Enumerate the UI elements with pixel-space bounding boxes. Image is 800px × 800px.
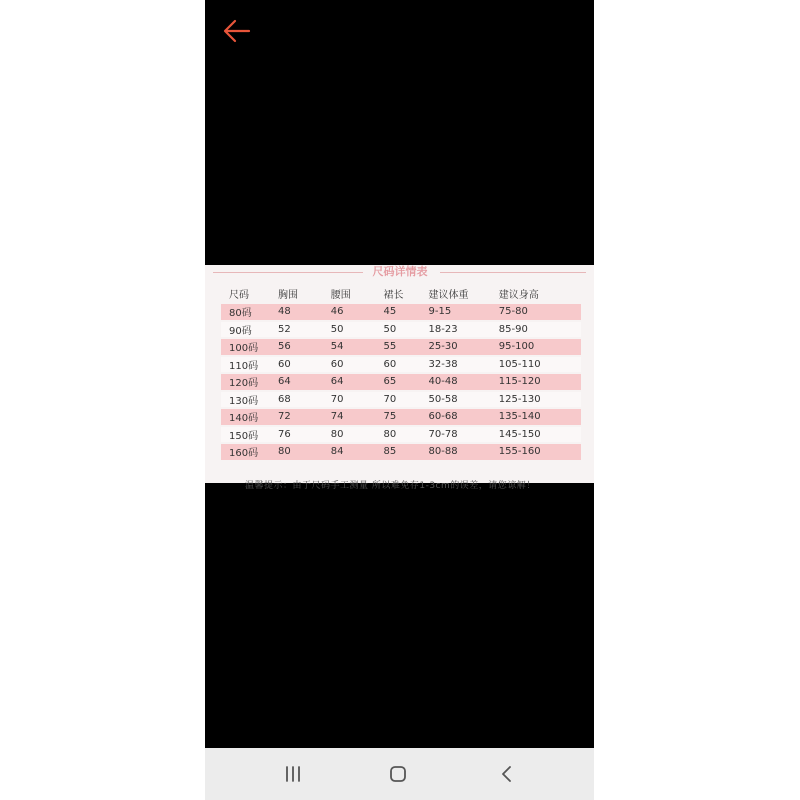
table-cell: 95-100 xyxy=(499,339,581,355)
table-cell: 60 xyxy=(331,357,384,373)
table-cell: 25-30 xyxy=(429,339,499,355)
table-cell: 50 xyxy=(384,322,429,338)
table-cell: 52 xyxy=(278,322,331,338)
table-cell: 80码 xyxy=(221,304,278,320)
column-header: 裙长 xyxy=(383,290,404,301)
table-cell: 75-80 xyxy=(499,304,581,320)
recent-apps-icon xyxy=(278,761,308,787)
size-table xyxy=(221,283,581,462)
table-cell: 64 xyxy=(331,374,384,390)
product-image[interactable] xyxy=(205,265,594,491)
table-row xyxy=(221,339,581,355)
table-row xyxy=(221,322,581,338)
table-row xyxy=(221,374,581,390)
table-cell: 145-150 xyxy=(499,427,581,443)
table-cell: 160码 xyxy=(221,444,278,460)
nav-back-button[interactable] xyxy=(492,761,522,787)
table-cell: 140码 xyxy=(221,409,278,425)
table-cell: 64 xyxy=(278,374,331,390)
table-cell: 40-48 xyxy=(429,374,499,390)
table-row xyxy=(221,444,581,460)
table-cell: 55 xyxy=(384,339,429,355)
table-cell: 110码 xyxy=(221,357,278,373)
table-cell: 115-120 xyxy=(499,374,581,390)
arrow-left-icon xyxy=(221,16,253,46)
table-row xyxy=(221,427,581,443)
system-nav-bar xyxy=(205,748,594,800)
table-cell: 85 xyxy=(384,444,429,460)
table-cell: 72 xyxy=(278,409,331,425)
table-cell: 54 xyxy=(331,339,384,355)
table-cell: 46 xyxy=(331,304,384,320)
table-row xyxy=(221,304,581,320)
table-cell: 105-110 xyxy=(499,357,581,373)
table-cell: 9-15 xyxy=(429,304,499,320)
table-cell: 70-78 xyxy=(429,427,499,443)
table-row xyxy=(221,357,581,373)
table-cell: 48 xyxy=(278,304,331,320)
table-cell: 80 xyxy=(384,427,429,443)
table-cell: 50 xyxy=(331,322,384,338)
table-cell: 32-38 xyxy=(429,357,499,373)
home-icon xyxy=(383,761,413,787)
title-divider xyxy=(213,272,363,273)
table-cell: 60 xyxy=(278,357,331,373)
table-cell: 60 xyxy=(384,357,429,373)
table-cell: 85-90 xyxy=(499,322,581,338)
column-header: 尺码 xyxy=(229,290,249,301)
table-cell: 45 xyxy=(384,304,429,320)
table-row xyxy=(221,409,581,425)
table-cell: 18-23 xyxy=(429,322,499,338)
size-table-body xyxy=(221,304,581,460)
table-cell: 76 xyxy=(278,427,331,443)
table-cell: 90码 xyxy=(221,322,278,338)
chart-title-bar xyxy=(205,265,594,279)
back-chevron-icon xyxy=(492,761,522,787)
column-header: 胸围 xyxy=(278,290,299,301)
table-cell: 150码 xyxy=(221,427,278,443)
home-button[interactable] xyxy=(383,761,413,787)
table-cell: 75 xyxy=(384,409,429,425)
size-chart-title: 尺码详情表 xyxy=(372,265,428,278)
table-cell: 50-58 xyxy=(429,392,499,408)
column-header: 建议身高 xyxy=(498,290,539,301)
title-divider xyxy=(440,272,586,273)
table-cell: 70 xyxy=(331,392,384,408)
table-cell: 84 xyxy=(331,444,384,460)
recent-apps-button[interactable] xyxy=(278,761,308,787)
table-cell: 125-130 xyxy=(499,392,581,408)
phone-screen xyxy=(205,0,594,800)
table-cell: 100码 xyxy=(221,339,278,355)
table-cell: 74 xyxy=(331,409,384,425)
table-cell: 155-160 xyxy=(499,444,581,460)
table-header-row xyxy=(221,285,581,302)
table-row xyxy=(221,392,581,408)
table-cell: 70 xyxy=(384,392,429,408)
table-cell: 130码 xyxy=(221,392,278,408)
column-header: 建议体重 xyxy=(428,290,469,301)
warm-tip-note: 温馨提示：由于尺码手工测量 所以难免存1-3cm的误差，请您谅解！ xyxy=(245,481,536,491)
note-strip xyxy=(205,477,594,491)
table-cell: 60-68 xyxy=(429,409,499,425)
table-cell: 56 xyxy=(278,339,331,355)
table-cell: 120码 xyxy=(221,374,278,390)
table-cell: 80 xyxy=(278,444,331,460)
table-cell: 68 xyxy=(278,392,331,408)
column-header: 腰围 xyxy=(330,290,351,301)
table-cell: 135-140 xyxy=(499,409,581,425)
table-cell: 65 xyxy=(384,374,429,390)
table-cell: 80 xyxy=(331,427,384,443)
back-button[interactable] xyxy=(221,16,253,46)
table-cell: 80-88 xyxy=(429,444,499,460)
